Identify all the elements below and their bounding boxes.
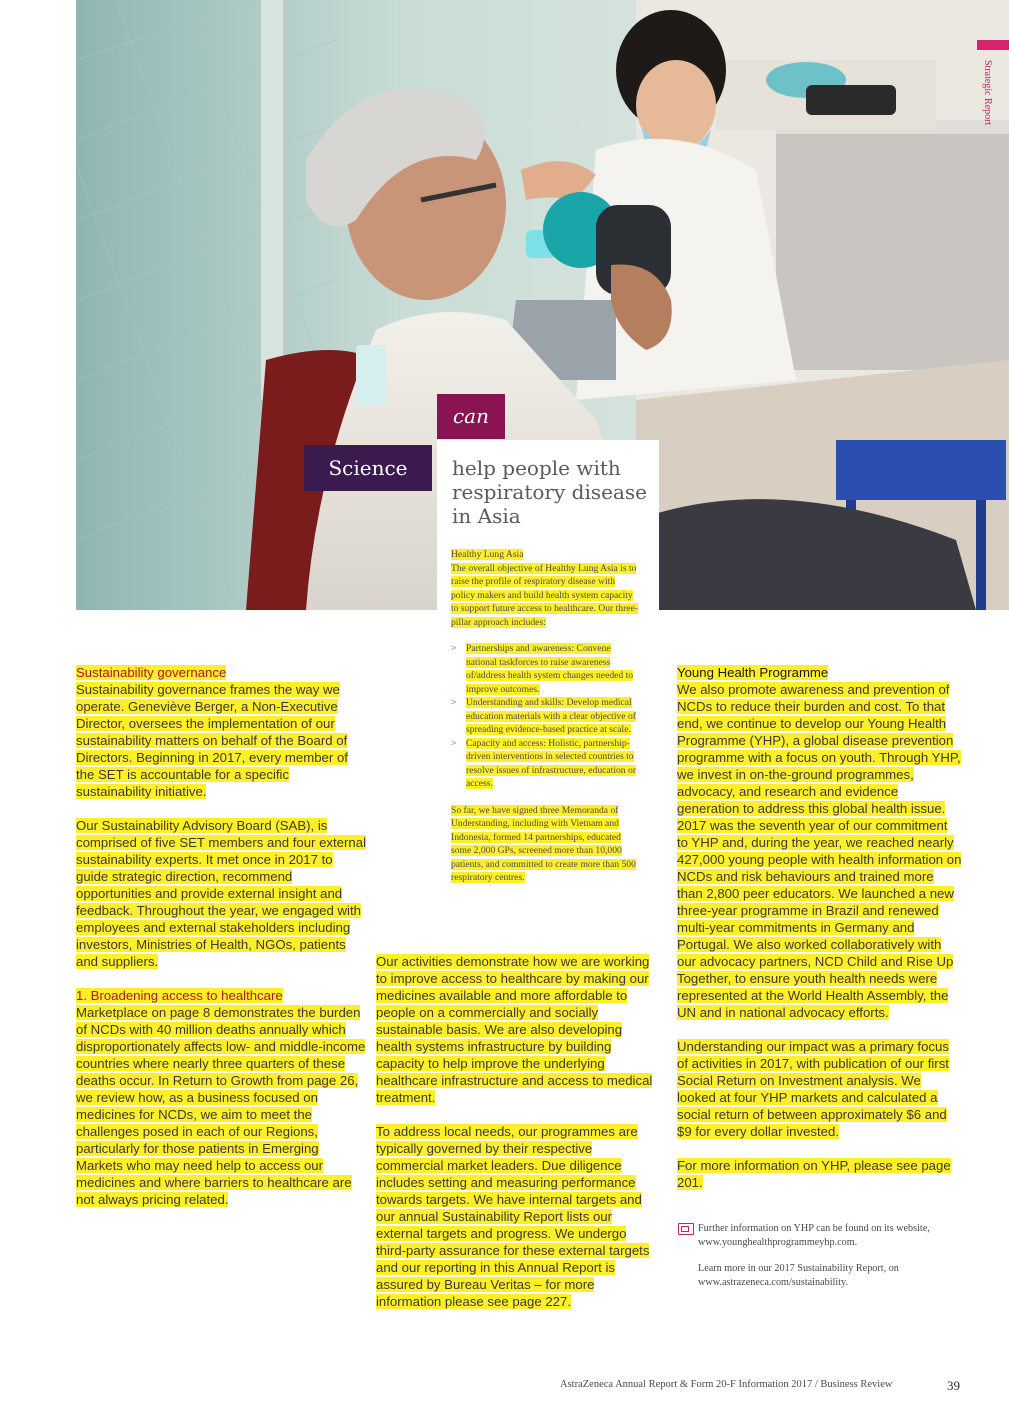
list-item: > Understanding and skills: Develop medical education materials with a clear objective of spreading evidence-based practice at scale.: [451, 697, 636, 735]
hla-intro: The overall objective of Healthy Lung Asia is to raise the profile of respiratory disease with policy makers and build health system capacity to support future access to healthcare. Our three-pillar approach includes:: [451, 562, 638, 628]
paragraph: Our Sustainability Advisory Board (SAB), is comprised of five SET members and four external sustainability experts. It met once in 2017 to guide strategic direction, recommend opportunities and provide external insight and feedback. Throughout the year, we engaged with employees and external stakeholders including investors, Ministries of Health, NGOs, patients and suppliers.: [76, 818, 367, 969]
hla-closing: So far, we have signed three Memoranda of Understanding, including with Vietnam and Indonesia, formed 14 partnerships, educated some 2,000 GPs, screened more than 10,000 patients, and committed to create more than 500 respiratory centres.: [451, 804, 636, 883]
paragraph: We also promote awareness and prevention of NCDs to reduce their burden and cost. To that end, we continue to develop our Young Health Programme (YHP), a global disease prevention programme with a focus on youth. Through YHP, we invest in on-the-ground programmes, advocacy, and research and evidence generation to address this global health issue. 2017 was the seventh year of our commitment to YHP and, during the year, we reached nearly 427,000 young people with health information on NCDs and risk behaviours and trained more than 2,800 peer educators. We launched a new three-year programme in Brazil and renewed multi-year commitments in Germany and Portugal. We also worked collaboratively with our advocacy partners, NCD Child and Rise Up Together, to ensure youth health needs were represented at the World Health Assembly, the UN and in national advocacy efforts.: [677, 682, 962, 1020]
chevron-right-icon: >: [451, 643, 457, 654]
paragraph: Understanding our impact was a primary focus of activities in 2017, with publication of our first Social Return on Investment analysis. We looked at four YHP markets and calculated a social return of between approximately $6 and $9 for every dollar invested.: [677, 1039, 949, 1139]
chevron-right-icon: >: [451, 697, 457, 708]
section-heading-governance: Sustainability governance: [76, 665, 227, 680]
list-item: > Capacity and access: Holistic, partnership-driven interventions in selected countries to resolve issues of infrastructure, education or access.: [451, 737, 636, 789]
title-science-box: Science: [304, 445, 432, 491]
section-heading-yhp: Young Health Programme: [677, 665, 829, 680]
column-right: [677, 664, 962, 1208]
page-number: 39: [947, 1378, 960, 1393]
footer-text: AstraZeneca Annual Report & Form 20-F Information 2017 / Business Review: [560, 1379, 893, 1390]
paragraph: To address local needs, our programmes are typically governed by their respective commercial market leaders. Due diligence includes setting and measuring performance towards targets. We have internal targets and our annual Sustainability Report lists our external targets and progress. We undergo third-party assurance for these external targets and our reporting in this Annual Report is assured by Bureau Veritas – for more information please see page 227.: [376, 1124, 650, 1309]
paragraph: For more information on YHP, please see page 201.: [677, 1158, 951, 1190]
column-left: [76, 664, 366, 1225]
page-footer: [560, 1378, 960, 1393]
healthy-lung-asia-box: [451, 548, 641, 885]
title-can-box: can: [437, 394, 505, 439]
side-tab-label: Strategic Report: [982, 60, 993, 126]
list-item: > Partnerships and awareness: Convene national taskforces to raise awareness of/address health system changes needed to improve outcomes.: [451, 643, 634, 695]
info-notes: [678, 1222, 948, 1302]
paragraph: Sustainability governance frames the way we operate. Geneviève Berger, a Non-Executive Director, oversees the implementation of our sustainability matters on behalf of the Board of Directors. Beginning in 2017, every member of the SET is accountable for a specific sustainability initiative.: [76, 682, 348, 799]
page-title: help people with respiratory disease in Asia: [452, 456, 647, 528]
section-heading-access: 1. Broadening access to healthcare: [76, 988, 283, 1003]
side-tab-accent: [977, 40, 1009, 50]
hla-bullets: [451, 642, 641, 791]
chevron-right-icon: >: [451, 737, 457, 749]
paragraph: Our activities demonstrate how we are working to improve access to healthcare by making our medicines available and more affordable to people on a commercially and socially sustainable basis. We are also developing health systems infrastructure by building capacity to help improve the underlying healthcare infrastructure and access to medical treatment.: [376, 954, 653, 1105]
hla-heading: Healthy Lung Asia: [451, 549, 524, 560]
paragraph: Marketplace on page 8 demonstrates the burden of NCDs with 40 million deaths annually which disproportionately affects low- and middle-income countries where nearly three quarters of these deaths occur. In Return to Growth from page 26, we review how, as a business focused on medicines for NCDs, we aim to meet the challenges posed in each of our Regions, particularly for those patients in Emerging Markets who may need help to access our medicines and where barriers to healthcare are not always pricing related.: [76, 1005, 366, 1207]
note-yhp-website: Further information on YHP can be found on its website, www.younghealthprogrammeyhp.com.: [678, 1222, 948, 1249]
monitor-icon: [678, 1223, 694, 1235]
column-middle: [376, 953, 654, 1327]
note-sustainability-report: Learn more in our 2017 Sustainability Report, on www.astrazeneca.com/sustainability.: [698, 1263, 899, 1288]
